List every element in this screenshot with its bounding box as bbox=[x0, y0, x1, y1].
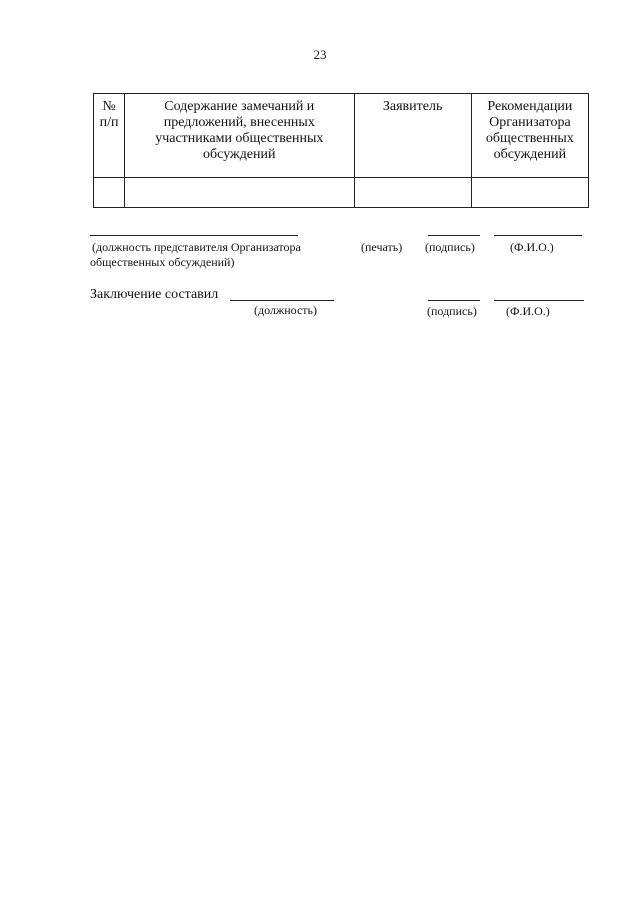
conclusion-name-caption: (Ф.И.О.) bbox=[506, 304, 550, 318]
page-number: 23 bbox=[313, 47, 327, 62]
header-recommendations: Рекомендации Организатора общественных обсуждений bbox=[471, 94, 588, 178]
header-number: № п/п bbox=[94, 94, 125, 178]
cell-recommendations[interactable] bbox=[471, 178, 588, 208]
name-caption: (Ф.И.О.) bbox=[510, 240, 554, 254]
position-line[interactable] bbox=[90, 235, 298, 236]
cell-number[interactable] bbox=[94, 178, 125, 208]
conclusion-position-line[interactable] bbox=[230, 300, 334, 301]
signature-line[interactable] bbox=[428, 235, 480, 236]
cell-content[interactable] bbox=[125, 178, 354, 208]
conclusion-label: Заключение составил bbox=[90, 287, 219, 302]
conclusion-name-line[interactable] bbox=[494, 300, 584, 301]
table-row bbox=[94, 178, 589, 208]
conclusion-signature-line[interactable] bbox=[428, 300, 480, 301]
conclusion-signature-caption: (подпись) bbox=[427, 304, 477, 318]
name-line[interactable] bbox=[494, 235, 582, 236]
conclusion-position-caption: (должность) bbox=[254, 303, 317, 317]
remarks-table bbox=[93, 93, 589, 208]
header-content: Содержание замечаний и предложений, внесенных участниками общественных обсуждений bbox=[125, 94, 354, 178]
table-header-row bbox=[94, 94, 589, 178]
cell-applicant[interactable] bbox=[354, 178, 471, 208]
position-caption-line2: общественных обсуждений) bbox=[90, 255, 235, 269]
position-caption-line1: (должность представителя Организатора bbox=[92, 240, 301, 254]
signature-caption: (подпись) bbox=[425, 240, 475, 254]
header-applicant: Заявитель bbox=[354, 94, 471, 178]
stamp-caption: (печать) bbox=[361, 240, 403, 254]
